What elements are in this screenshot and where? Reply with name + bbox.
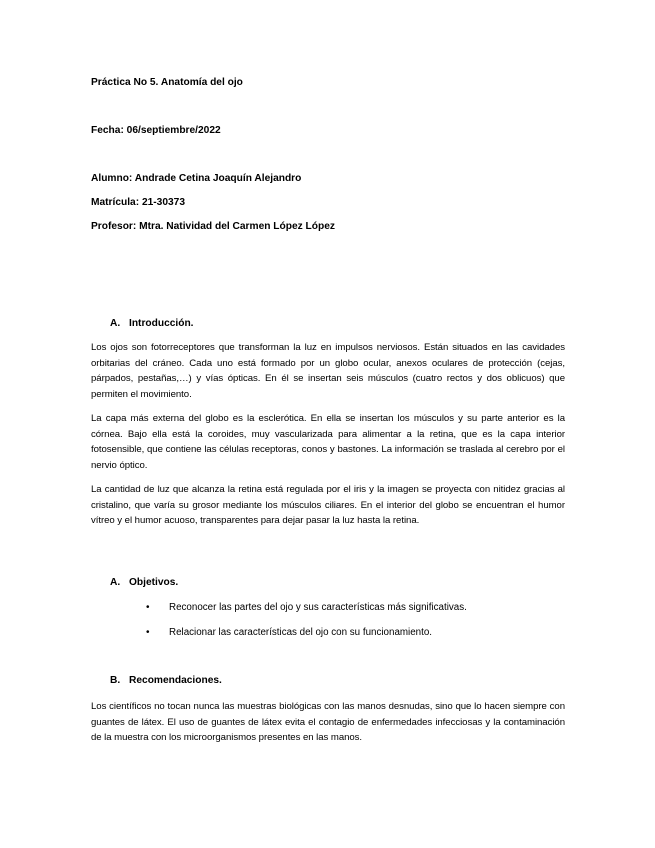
id-number-line: Matrícula: 21-30373 xyxy=(91,197,186,208)
intro-paragraph-2: La capa más externa del globo es la esclerótica. En ella se insertan los músculos y su parte anterior es la córnea. Bajo ella está la coroides, muy vascularizada para alimentar a la retina, que es la capa interior fotosensible, que contiene las células receptoras, conos y bastones. La información se traslada al cerebro por el nervio óptico. xyxy=(91,413,565,471)
intro-paragraph-1: Los ojos son fotorreceptores que transforman la luz en impulsos nerviosos. Están situados en las cavidades orbitarias del cráneo. Cada uno está formado por un globo ocular, anexos oculares de protección (cejas, párpados, pestañas,…) y vías ópticas. En él se insertan seis músculos (cuatro rectos y dos oblicuos) que permiten el movimiento. xyxy=(91,342,565,400)
introduction-title: Introducción. xyxy=(129,318,194,329)
date-line: Fecha: 06/septiembre/2022 xyxy=(91,125,221,136)
student-line: Alumno: Andrade Cetina Joaquín Alejandro xyxy=(91,173,302,184)
objective-text: Relacionar las características del ojo con su funcionamiento. xyxy=(169,627,433,638)
introduction-letter: A. xyxy=(110,318,121,329)
bullet-icon: • xyxy=(146,627,150,638)
bullet-icon: • xyxy=(146,602,150,613)
recommendations-paragraph: Los científicos no tocan nunca las muestras biológicas con las manos desnudas, sino que lo hacen siempre con guantes de látex. El uso de guantes de látex evita el contagio de enfermedades infecciosas y la contaminación de la muestra con los microorganismos presentes en las manos. xyxy=(91,701,565,744)
objectives-title: Objetivos. xyxy=(129,577,179,588)
recommendations-heading xyxy=(110,675,222,686)
introduction-heading xyxy=(110,318,194,329)
intro-paragraph-3: La cantidad de luz que alcanza la retina está regulada por el iris y la imagen se proyecta con nitidez gracias al cristalino, que varía su grosor mediante los músculos ciliares. En el interior del globo se encuentran el humor vítreo y el humor acuoso, transparentes para dejar pasar la luz hasta la retina. xyxy=(91,484,565,527)
professor-line: Profesor: Mtra. Natividad del Carmen López López xyxy=(91,221,335,232)
recommendations-title: Recomendaciones. xyxy=(129,675,222,686)
objectives-heading xyxy=(110,577,178,588)
list-item xyxy=(146,627,432,638)
list-item xyxy=(146,602,467,613)
practice-title: Práctica No 5. Anatomía del ojo xyxy=(91,77,243,88)
objective-text: Reconocer las partes del ojo y sus características más significativas. xyxy=(169,602,467,613)
objectives-letter: A. xyxy=(110,577,121,588)
recommendations-letter: B. xyxy=(110,675,121,686)
